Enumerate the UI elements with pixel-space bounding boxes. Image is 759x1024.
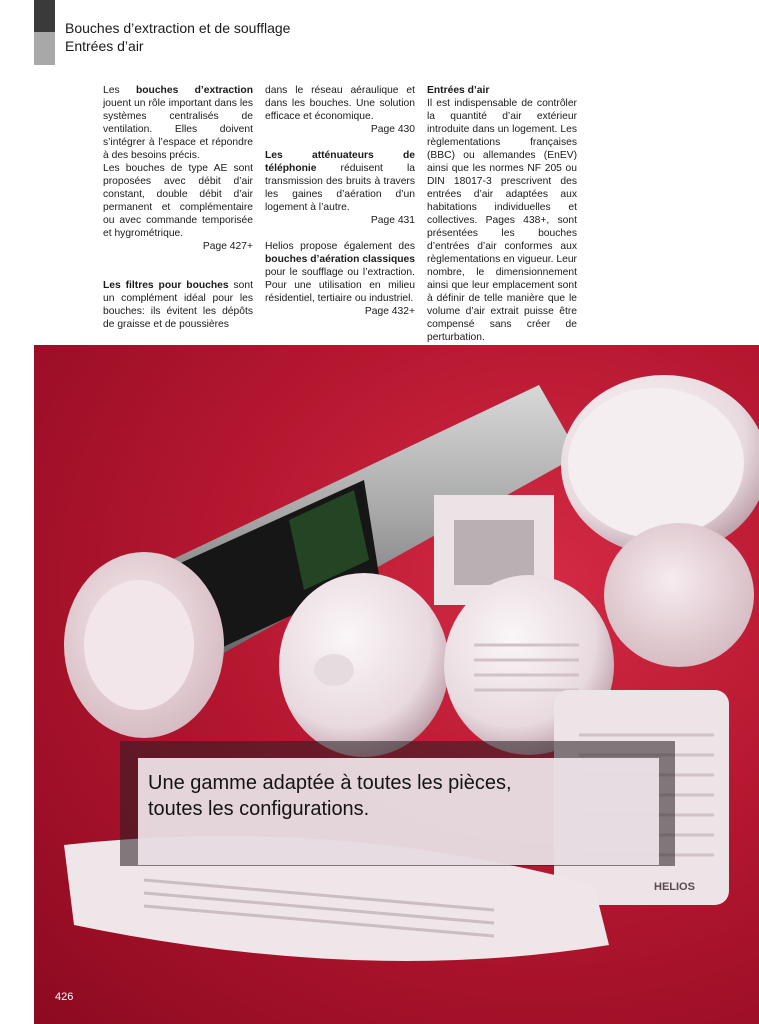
heading-entrees-air: Entrées d’air — [427, 85, 490, 96]
section-tab-light — [34, 32, 55, 65]
text-run: Helios propose également des — [265, 241, 415, 252]
paragraph-type-ae: Les bouches de type AE sont proposées avec débit d’air constant, double débit d’air permanent et complémentaire ou avec commande temporisée et hygrométrique. — [103, 163, 253, 239]
product-photo — [34, 345, 759, 1024]
page-reference: Page 431 — [370, 215, 415, 226]
paragraph-bouches-extraction — [103, 84, 253, 162]
extraction-valve-middle — [279, 573, 449, 757]
term-filtres: Les filtres pour bouches — [103, 280, 229, 291]
round-cover-small — [604, 523, 754, 667]
text-run: Les — [103, 85, 136, 96]
tagline-line-1: Une gamme adaptée à toutes les pièces, — [148, 772, 512, 794]
term-bouches-classiques: bouches d’aération classiques — [265, 254, 415, 265]
text-column-2 — [265, 84, 415, 318]
brand-logo: HELIOS — [654, 881, 695, 893]
text-run: réduisent la transmission des bruits à travers les gaines d’aération d’un logement à l’autre. — [265, 163, 415, 213]
term-bouches-extraction: bouches d’extraction — [135, 85, 253, 96]
paragraph-bouches-classiques — [265, 240, 415, 305]
tagline-text — [148, 770, 512, 822]
text-run: pour le soufflage ou l’extraction. Pour une utilisation en milieu résidentiel, tertiaire ou industriel. — [265, 267, 415, 304]
page-reference: Page 432+ — [364, 306, 415, 317]
text-column-3 — [427, 84, 577, 344]
term-attenuateurs: Les atténuateurs de téléphonie — [265, 150, 415, 174]
text-run: sont un complément idéal pour les bouches: ils évitent les dépôts de graisse et de poussières — [103, 280, 253, 330]
paragraph-entrees-air: Il est indispensable de contrôler la quantité d’air extérieur introduite dans un logement. Les règlementations françaises (BBC) ou allemandes (EnEV) ainsi que les normes NF 205 ou DIN 18017-3 prescrivent des entrées d’air adaptées aux habitations individuelles et collectives. Pages 438+, sont présentées les bouches d’entrées d’air conformes aux règlementations en vigueur. Leur nombre, le dimensionnement ainsi que leur emplacement sont à définir de telle manière que le volume d’air extrait puisse être compensé sans créer de perturbation. — [427, 98, 577, 343]
page-reference: Page 427+ — [202, 241, 253, 252]
page-margin-corner — [0, 940, 34, 1024]
text-column-1 — [103, 84, 253, 331]
page-number: 426 — [55, 991, 74, 1003]
product-illustration — [34, 345, 759, 1024]
page-reference: Page 430 — [370, 124, 415, 135]
header-title: Bouches d’extraction et de soufflage — [65, 20, 291, 36]
paragraph-filtres — [103, 279, 253, 331]
header-subtitle: Entrées d’air — [65, 38, 144, 54]
page-header — [65, 19, 290, 55]
tagline-line-2: toutes les configurations. — [148, 798, 370, 820]
text-run: jouent un rôle important dans les systèmes centralisés de ventilation. Elles doivent s’intégrer à l’espace et répondre à des besoins précis. — [103, 98, 253, 161]
paragraph-continuation: dans le réseau aéraulique et dans les bouches. Une solution efficace et économique. — [265, 85, 415, 122]
paragraph-attenuateurs — [265, 149, 415, 214]
section-tab-dark — [34, 0, 55, 32]
